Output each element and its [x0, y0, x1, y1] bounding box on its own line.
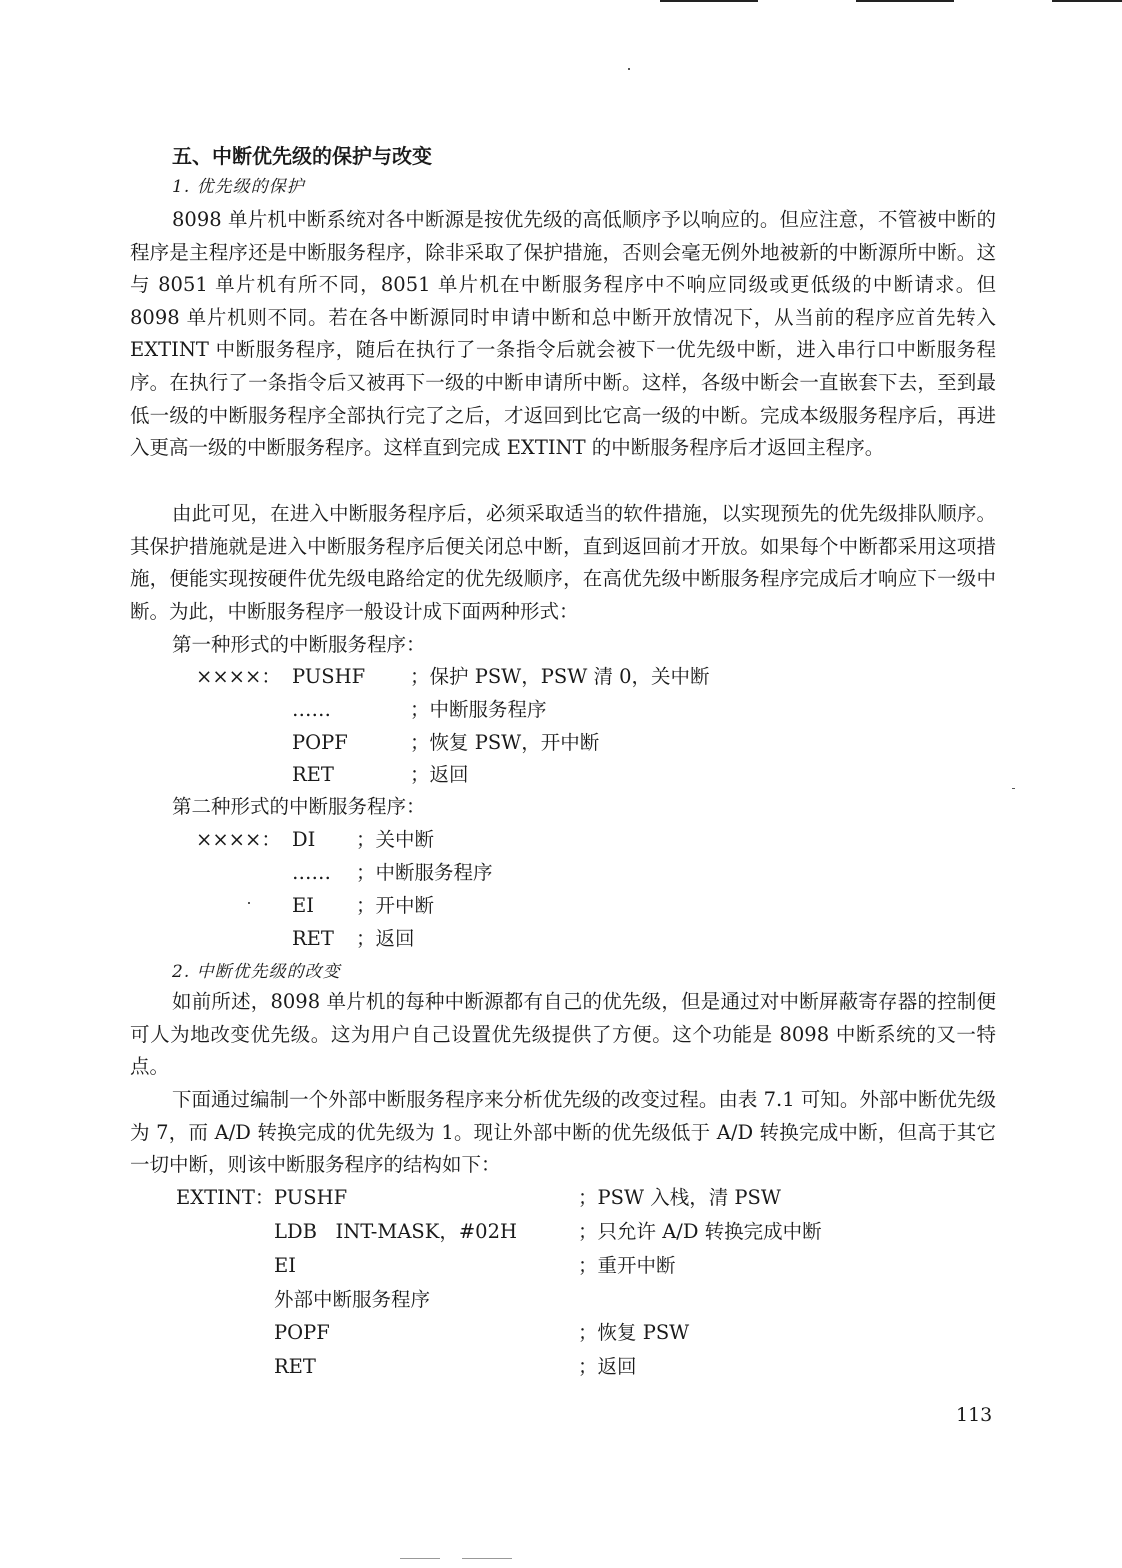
scan-speck [628, 68, 630, 70]
scan-speck [400, 1558, 440, 1559]
code-op: POPF [292, 731, 348, 754]
scan-speck [248, 902, 250, 904]
code-comment: ；重开中断 [578, 1254, 676, 1277]
code-op: RET [274, 1355, 316, 1378]
code-comment: ；恢复 PSW [578, 1321, 690, 1344]
code-comment: ；关中断 [356, 828, 435, 851]
code-op: DI [292, 828, 316, 851]
code-label: ××××： [196, 665, 281, 688]
form2-label: 第二种形式的中断服务程序： [172, 795, 426, 818]
code-op: EI [274, 1254, 296, 1277]
paragraph-priority-response: 8098 单片机中断系统对各中断源是按优先级的高低顺序予以响应的。但应注意，不管被中断的程序是主程序还是中断服务程序，除非采取了保护措施，否则会毫无例外地被新的中断源所中断。这与 8051 单片机有所不同，8051 单片机在中断服务程序中不响应同级或更低级的中断请求。但 8098 单片机则不同。若在各中断源同时申请中断和总中断开放情况下，从当前的程序应首先转入 EXTINT 中断服务程序，随后在执行了一条指令后就会被下一优先级中断，进入串行口中断服务程序。在执行了一条指令后又被再下一级的中断申请所中断。这样，各级中断会一直嵌套下去，至到最低一级的中断服务程序全部执行完了之后，才返回到比它高一级的中断。完成本级服务程序后，再进入更高一级的中断服务程序。这样直到完成 EXTINT 的中断服务程序后才返回主程序。 [130, 208, 996, 460]
code-op: LDB INT-MASK，#02H [274, 1220, 517, 1243]
code-op: PUSHF [274, 1186, 348, 1209]
code-comment: ；开中断 [356, 894, 435, 917]
code-op: RET [292, 763, 334, 786]
paragraph-software-protection: 由此可见，在进入中断服务程序后，必须采取适当的软件措施，以实现预先的优先级排队顺序。其保护措施就是进入中断服务程序后便关闭总中断，直到返回前才开放。如果每个中断都采用这项措施，便能实现按硬件优先级电路给定的优先级顺序，在高优先级中断服务程序完成后才响应下一级中断。为此，中断服务程序一般设计成下面两种形式： [130, 502, 996, 623]
code-op: EI [292, 894, 314, 917]
scan-speck [462, 1558, 512, 1559]
paragraph-mask-register: 如前所述，8098 单片机的每种中断源都有自己的优先级，但是通过对中断屏蔽寄存器的控制便可人为地改变优先级。这为用户自己设置优先级提供了方便。这个功能是 8098 中断系统的又一特点。 [130, 990, 996, 1079]
code-comment: ；保护 PSW，PSW 清 0，关中断 [410, 665, 710, 688]
top-rule-2 [856, 0, 954, 2]
scan-speck [1012, 788, 1015, 789]
page-number: 113 [956, 1404, 993, 1426]
code-op: …… [292, 861, 331, 884]
paragraph-external-interrupt: 下面通过编制一个外部中断服务程序来分析优先级的改变过程。由表 7.1 可知。外部中断优先级为 7，而 A/D 转换完成的优先级为 1。现让外部中断的优先级低于 A/D 转换完成中断，但高于其它一切中断，则该中断服务程序的结构如下： [130, 1088, 996, 1177]
form1-label: 第一种形式的中断服务程序： [172, 633, 426, 656]
code-comment: ；只允许 A/D 转换完成中断 [578, 1220, 822, 1243]
code-comment: ；中断服务程序 [410, 698, 547, 721]
code-comment: ；恢复 PSW，开中断 [410, 731, 600, 754]
section-title: 五、中断优先级的保护与改变 [172, 144, 432, 168]
code-label: ××××： [196, 828, 281, 851]
subsection-title-priority-change: 2. 中断优先级的改变 [172, 962, 341, 982]
code-op: …… [292, 698, 331, 721]
code-op: POPF [274, 1321, 330, 1344]
code-op: PUSHF [292, 665, 366, 688]
code-op: RET [292, 927, 334, 950]
top-rule-1 [660, 0, 758, 2]
top-rule-3 [1052, 0, 1122, 2]
subsection-title-priority-protection: 1. 优先级的保护 [172, 177, 305, 197]
code-comment: ；返回 [410, 763, 469, 786]
code-op: 外部中断服务程序 [274, 1288, 431, 1311]
code-comment: ；返回 [578, 1355, 637, 1378]
code-comment: ；PSW 入栈，清 PSW [578, 1186, 781, 1209]
code-comment: ；中断服务程序 [356, 861, 493, 884]
code-comment: ；返回 [356, 927, 415, 950]
code-label: EXTINT： [176, 1186, 275, 1209]
